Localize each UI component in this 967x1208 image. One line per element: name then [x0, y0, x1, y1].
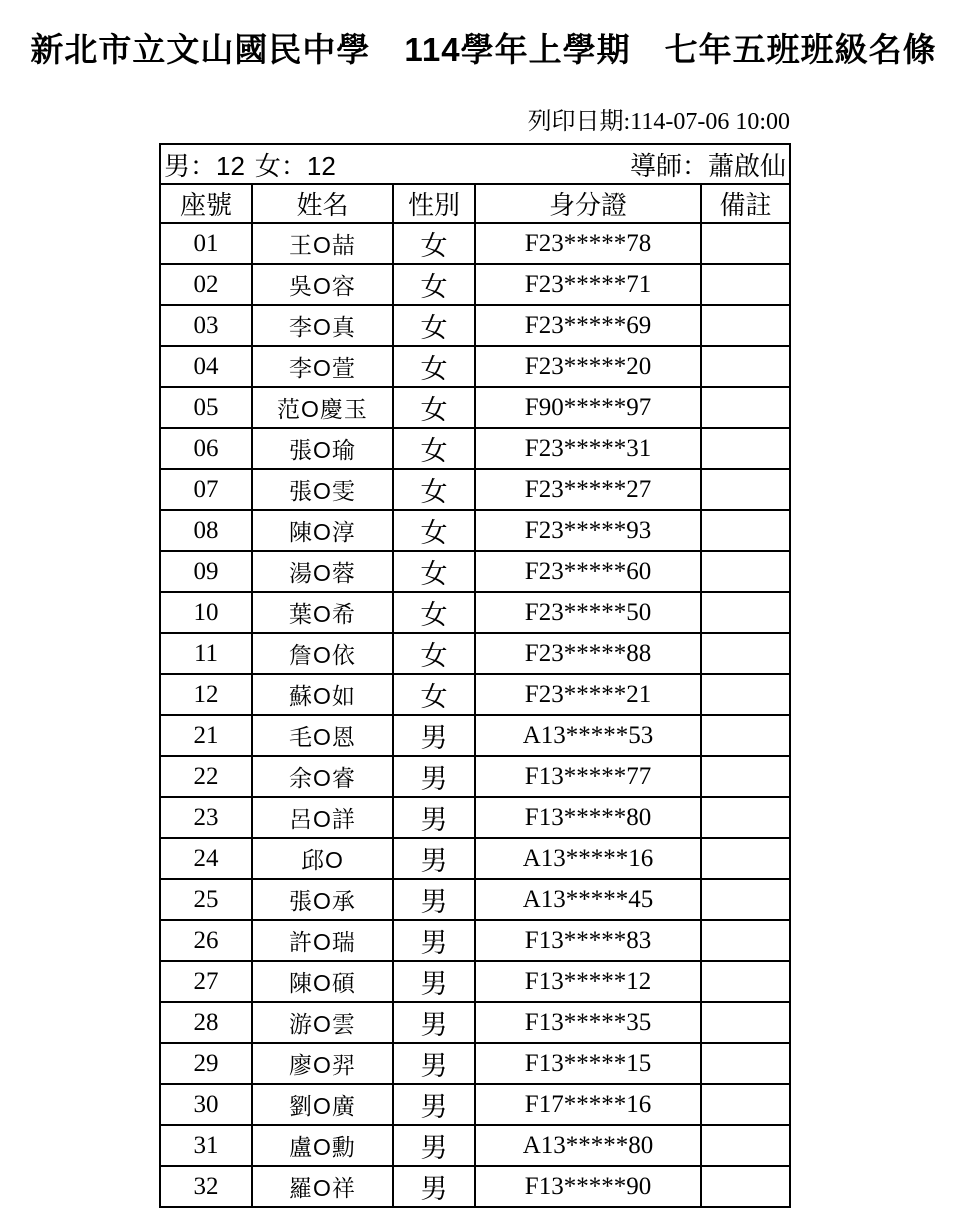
student-name-cell: 蘇O如	[252, 674, 393, 715]
id-number-cell: F23*****78	[475, 223, 701, 264]
student-row	[160, 633, 790, 674]
student-row	[160, 715, 790, 756]
student-row	[160, 1043, 790, 1084]
id-number-cell: F13*****90	[475, 1166, 701, 1207]
student-row	[160, 305, 790, 346]
gender-cell: 男	[393, 920, 475, 961]
note-cell	[701, 223, 790, 264]
gender-cell: 男	[393, 1166, 475, 1207]
seat-number-cell: 29	[160, 1043, 252, 1084]
note-cell	[701, 469, 790, 510]
note-cell	[701, 346, 790, 387]
seat-number-cell: 27	[160, 961, 252, 1002]
column-header-gender: 性別	[393, 184, 475, 223]
student-row	[160, 1084, 790, 1125]
seat-number-cell: 06	[160, 428, 252, 469]
id-number-cell: F23*****27	[475, 469, 701, 510]
id-number-cell: F23*****93	[475, 510, 701, 551]
student-row	[160, 387, 790, 428]
gender-cell: 男	[393, 879, 475, 920]
seat-number-cell: 10	[160, 592, 252, 633]
id-number-cell: A13*****45	[475, 879, 701, 920]
student-name-cell: 余O睿	[252, 756, 393, 797]
student-name-cell: 湯O蓉	[252, 551, 393, 592]
class-roster-table	[159, 143, 791, 1208]
seat-number-cell: 22	[160, 756, 252, 797]
seat-number-cell: 26	[160, 920, 252, 961]
note-cell	[701, 1002, 790, 1043]
seat-number-cell: 30	[160, 1084, 252, 1125]
gender-cell: 男	[393, 1002, 475, 1043]
note-cell	[701, 1125, 790, 1166]
student-row	[160, 551, 790, 592]
seat-number-cell: 28	[160, 1002, 252, 1043]
note-cell	[701, 387, 790, 428]
table-header-row	[160, 184, 790, 223]
id-number-cell: F13*****15	[475, 1043, 701, 1084]
note-cell	[701, 510, 790, 551]
student-row	[160, 469, 790, 510]
gender-cell: 男	[393, 715, 475, 756]
gender-cell: 女	[393, 551, 475, 592]
gender-cell: 女	[393, 674, 475, 715]
gender-cell: 男	[393, 756, 475, 797]
student-row	[160, 264, 790, 305]
student-row	[160, 1125, 790, 1166]
seat-number-cell: 32	[160, 1166, 252, 1207]
student-row	[160, 920, 790, 961]
student-name-cell: 吳O容	[252, 264, 393, 305]
student-name-cell: 許O瑞	[252, 920, 393, 961]
column-header-id: 身分證	[475, 184, 701, 223]
gender-counts	[164, 146, 336, 183]
gender-cell: 男	[393, 1125, 475, 1166]
seat-number-cell: 02	[160, 264, 252, 305]
note-cell	[701, 428, 790, 469]
id-number-cell: F23*****31	[475, 428, 701, 469]
student-name-cell: 李O真	[252, 305, 393, 346]
summary-row	[160, 144, 790, 184]
note-cell	[701, 838, 790, 879]
note-cell	[701, 592, 790, 633]
student-row	[160, 797, 790, 838]
student-name-cell: 廖O羿	[252, 1043, 393, 1084]
seat-number-cell: 05	[160, 387, 252, 428]
id-number-cell: F23*****69	[475, 305, 701, 346]
gender-cell: 女	[393, 510, 475, 551]
student-name-cell: 詹O依	[252, 633, 393, 674]
student-name-cell: 陳O淳	[252, 510, 393, 551]
gender-cell: 女	[393, 592, 475, 633]
id-number-cell: F23*****88	[475, 633, 701, 674]
student-name-cell: 范O慶玉	[252, 387, 393, 428]
student-row	[160, 510, 790, 551]
note-cell	[701, 551, 790, 592]
seat-number-cell: 09	[160, 551, 252, 592]
note-cell	[701, 920, 790, 961]
gender-cell: 女	[393, 428, 475, 469]
print-date: 列印日期:114-07-06 10:00	[527, 109, 790, 135]
student-name-cell: 呂O詳	[252, 797, 393, 838]
seat-number-cell: 25	[160, 879, 252, 920]
seat-number-cell: 04	[160, 346, 252, 387]
student-row	[160, 756, 790, 797]
id-number-cell: F23*****20	[475, 346, 701, 387]
teacher-name: 導師：蕭啟仙	[629, 150, 786, 181]
gender-cell: 女	[393, 346, 475, 387]
gender-cell: 男	[393, 797, 475, 838]
student-row	[160, 223, 790, 264]
gender-cell: 男	[393, 1084, 475, 1125]
note-cell	[701, 756, 790, 797]
note-cell	[701, 961, 790, 1002]
seat-number-cell: 03	[160, 305, 252, 346]
id-number-cell: F17*****16	[475, 1084, 701, 1125]
student-name-cell: 邱O	[252, 838, 393, 879]
seat-number-cell: 24	[160, 838, 252, 879]
page-title: 新北市立文山國民中學 114學年上學期 七年五班班級名條	[30, 31, 937, 68]
student-name-cell: 張O瑜	[252, 428, 393, 469]
id-number-cell: F13*****35	[475, 1002, 701, 1043]
student-name-cell: 陳O碩	[252, 961, 393, 1002]
id-number-cell: A13*****53	[475, 715, 701, 756]
student-row	[160, 1166, 790, 1207]
gender-cell: 男	[393, 838, 475, 879]
student-name-cell: 王O喆	[252, 223, 393, 264]
id-number-cell: F90*****97	[475, 387, 701, 428]
student-name-cell: 盧O勳	[252, 1125, 393, 1166]
student-name-cell: 張O雯	[252, 469, 393, 510]
student-row	[160, 838, 790, 879]
note-cell	[701, 1043, 790, 1084]
note-cell	[701, 264, 790, 305]
student-row	[160, 961, 790, 1002]
gender-cell: 女	[393, 633, 475, 674]
gender-cell: 男	[393, 1043, 475, 1084]
student-row	[160, 674, 790, 715]
column-header-seat: 座號	[160, 184, 252, 223]
student-row	[160, 592, 790, 633]
id-number-cell: F13*****77	[475, 756, 701, 797]
student-name-cell: 張O承	[252, 879, 393, 920]
seat-number-cell: 11	[160, 633, 252, 674]
student-name-cell: 葉O希	[252, 592, 393, 633]
gender-cell: 女	[393, 223, 475, 264]
id-number-cell: F13*****83	[475, 920, 701, 961]
gender-cell: 男	[393, 961, 475, 1002]
seat-number-cell: 01	[160, 223, 252, 264]
column-header-note: 備註	[701, 184, 790, 223]
note-cell	[701, 305, 790, 346]
gender-cell: 女	[393, 387, 475, 428]
seat-number-cell: 07	[160, 469, 252, 510]
note-cell	[701, 633, 790, 674]
note-cell	[701, 715, 790, 756]
note-cell	[701, 1166, 790, 1207]
seat-number-cell: 31	[160, 1125, 252, 1166]
student-name-cell: 游O雲	[252, 1002, 393, 1043]
id-number-cell: F23*****50	[475, 592, 701, 633]
summary-cell	[160, 144, 790, 184]
student-row	[160, 428, 790, 469]
note-cell	[701, 797, 790, 838]
column-header-name: 姓名	[252, 184, 393, 223]
student-name-cell: 羅O祥	[252, 1166, 393, 1207]
roster-body	[160, 144, 790, 1207]
seat-number-cell: 21	[160, 715, 252, 756]
note-cell	[701, 1084, 790, 1125]
id-number-cell: F23*****60	[475, 551, 701, 592]
student-row	[160, 879, 790, 920]
id-number-cell: A13*****80	[475, 1125, 701, 1166]
seat-number-cell: 23	[160, 797, 252, 838]
id-number-cell: F23*****71	[475, 264, 701, 305]
student-row	[160, 1002, 790, 1043]
gender-cell: 女	[393, 469, 475, 510]
student-name-cell: 劉O廣	[252, 1084, 393, 1125]
male-count: 男：12	[164, 150, 245, 181]
student-name-cell: 毛O恩	[252, 715, 393, 756]
id-number-cell: F23*****21	[475, 674, 701, 715]
id-number-cell: F13*****80	[475, 797, 701, 838]
gender-cell: 女	[393, 264, 475, 305]
gender-cell: 女	[393, 305, 475, 346]
female-count: 女：12	[254, 150, 336, 181]
student-name-cell: 李O萱	[252, 346, 393, 387]
seat-number-cell: 12	[160, 674, 252, 715]
note-cell	[701, 674, 790, 715]
seat-number-cell: 08	[160, 510, 252, 551]
note-cell	[701, 879, 790, 920]
id-number-cell: F13*****12	[475, 961, 701, 1002]
student-row	[160, 346, 790, 387]
id-number-cell: A13*****16	[475, 838, 701, 879]
